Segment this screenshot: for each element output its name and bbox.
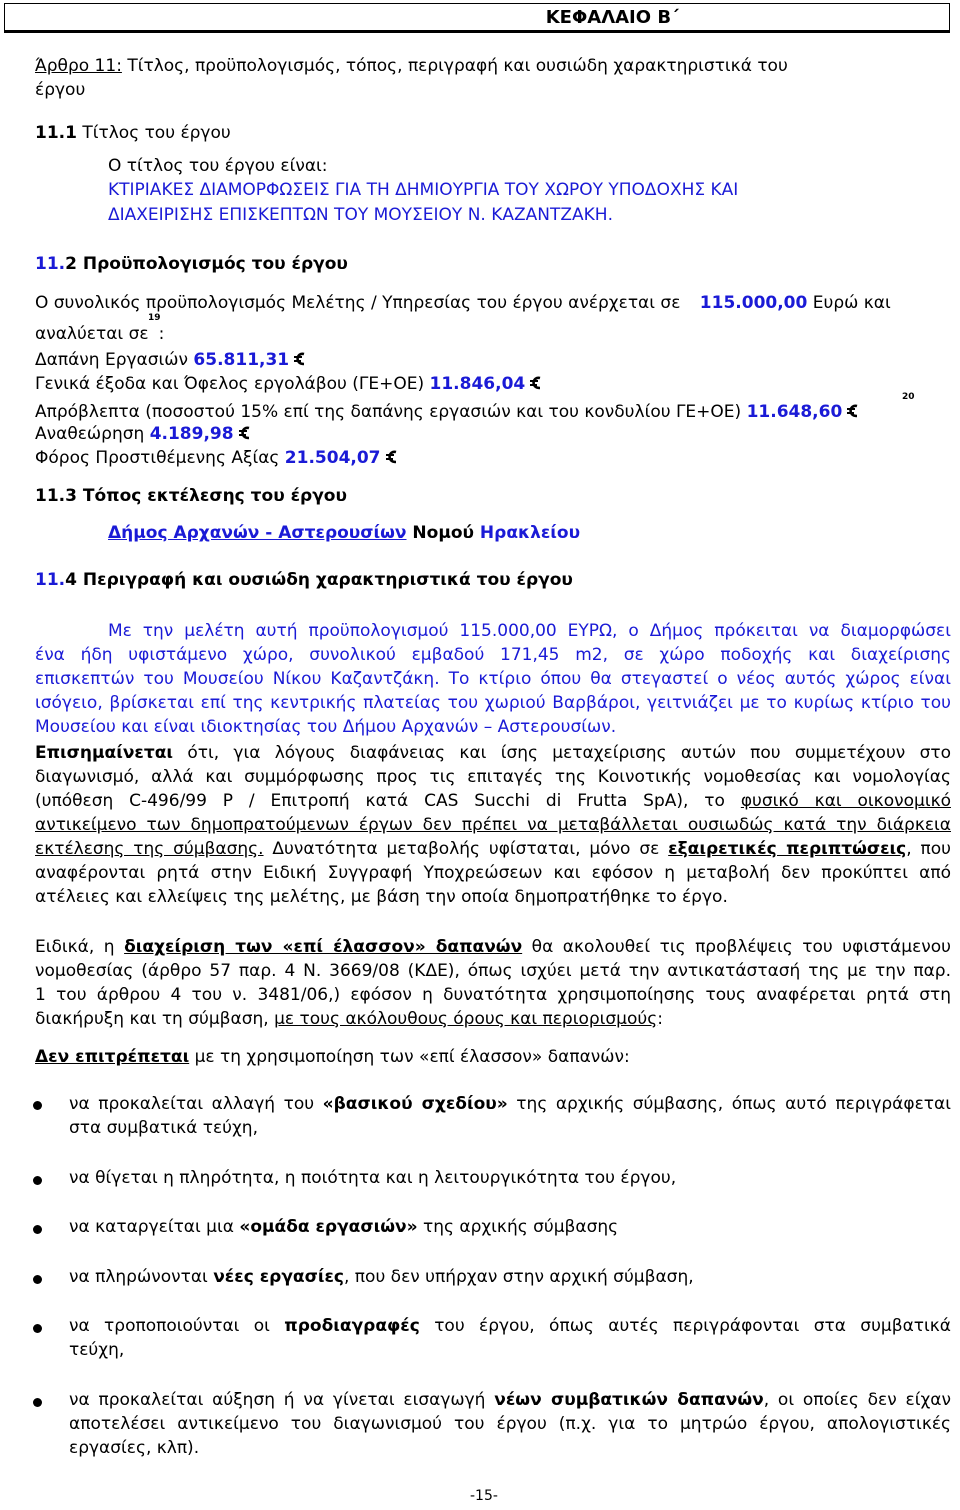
article-title-line1: Άρθρο 11: Τίτλος, προϋπολογισμός, τόπος, περιγραφή και ουσιώδη χαρακτηριστικά του	[35, 56, 788, 76]
bullet-dot	[33, 1101, 42, 1110]
budget-item-amount: 11.846,04	[429, 374, 526, 394]
bullet-1-line1: να προκαλείται αλλαγή του «βασικού σχεδίου» της αρχικής σύμβασης, όπως αυτό περιγράφεται	[69, 1094, 951, 1114]
description-p1-line5: Μουσείου και είναι ιδιοκτησίας του Δήμου Αρχανών – Αστερουσίων.	[35, 717, 617, 737]
bullet-6-line3: εργασίες, κλπ).	[69, 1438, 200, 1458]
bullet-3: να καταργείται μια «ομάδα εργασιών» της αρχικής σύμβασης	[69, 1217, 619, 1237]
euro-icon	[847, 404, 859, 418]
euro-icon	[239, 426, 251, 440]
description-p2-line7: ατέλειες και ελλείψεις της μελέτης, με βάση την οποία δημοπρατήθηκε το έργο.	[35, 887, 728, 907]
article-title-line2: έργου	[35, 80, 86, 100]
project-title-intro: Ο τίτλος του έργου είναι:	[108, 156, 328, 176]
budget-item-overhead: Γενικά έξοδα και Όφελος εργολάβου (ΓΕ+ΟΕ) 11.846,04	[35, 374, 542, 394]
bullet-dot	[33, 1176, 42, 1185]
euro-icon	[386, 450, 398, 464]
budget-item-amount: 65.811,31	[193, 350, 290, 370]
description-p1-line3: επισκεπτών του Μουσείου Νίκου Καζαντζάκη. Το κτίριο όπου θα στεγαστεί ο νέος αυτός χώρος είναι	[35, 669, 951, 689]
budget-item-revision: Αναθεώρηση 4.189,98	[35, 424, 251, 444]
description-p1-line2: ένα ήδη υφιστάμενο χώρο, συνολικού εμβαδού 171,45 m2, σε χώρο ποδοχής και διαχείρισης	[35, 645, 951, 665]
budget-line2: αναλύεται σε :	[35, 324, 165, 344]
description-p2-line6: αναφέρονται ρητά στην Ειδική Συγγραφή Υποχρεώσεων και εφόσον η μεταβολή δεν προκύπτει από	[35, 863, 951, 883]
description-p3-line3: 1 του άρθρου 4 του ν. 3481/06,) εφόσον η δυνατότητα χρησιμοποίησης τους αναφέρεται ρητά στη	[35, 985, 951, 1005]
euro-icon	[294, 352, 306, 366]
section-11-1-heading: 11.1 Τίτλος του έργου	[35, 123, 231, 143]
budget-item-amount: 4.189,98	[149, 424, 234, 444]
description-p3-line2: νομοθεσίας (άρθρο 57 παρ. 4 Ν. 3669/08 (ΚΔΕ), όπως ισχύει μετά την αντικατάστασή της με την παρ.	[35, 961, 951, 981]
budget-item-contingencies: Απρόβλεπτα (ποσοστού 15% επί της δαπάνης εργασιών και του κονδυλίου ΓΕ+ΟΕ) 11.648,60	[35, 402, 859, 422]
budget-item-amount: 21.504,07	[284, 448, 381, 468]
footnote-19: 19	[148, 313, 161, 323]
chapter-header	[4, 3, 950, 33]
budget-item-vat: Φόρος Προστιθέμενης Αξίας 21.504,07	[35, 448, 398, 468]
budget-total-amount: 115.000,00	[699, 293, 808, 313]
description-p2-line1: Επισημαίνεται ότι, για λόγους διαφάνειας και ίσης μεταχείρισης αυτών που συμμετέχουν στο	[35, 743, 951, 763]
bullet-1-line2: στα συμβατικά τεύχη,	[69, 1118, 258, 1138]
project-location: Δήμος Αρχανών - Αστερουσίων Νομού Ηρακλείου	[108, 523, 581, 543]
bullet-dot	[33, 1225, 42, 1234]
section-11-3-heading: 11.3 Τόπος εκτέλεσης του έργου	[35, 486, 347, 506]
bullet-dot	[33, 1398, 42, 1407]
euro-icon	[530, 376, 542, 390]
footnote-20: 20	[902, 392, 915, 402]
bullet-6-line2: αποτελέσει αντικείμενο του διαγωνισμού του έργου (π.χ. για το μητρώο έργου, απολογιστικές	[69, 1414, 951, 1434]
bullet-2: να θίγεται η πληρότητα, η ποιότητα και η λειτουργικότητα του έργου,	[69, 1168, 677, 1188]
bullet-4: να πληρώνονται νέες εργασίες, που δεν υπήρχαν στην αρχική σύμβαση,	[69, 1267, 694, 1287]
project-title-line1: ΚΤΙΡΙΑΚΕΣ ΔΙΑΜΟΡΦΩΣΕΙΣ ΓΙΑ ΤΗ ΔΗΜΙΟΥΡΓΙΑ ΤΟΥ ΧΩΡΟΥ ΥΠΟΔΟΧΗΣ ΚΑΙ	[108, 180, 739, 200]
description-p2-line3: (υπόθεση C-496/99 P / Επιτροπή κατά CAS Succhi di Frutta SpA), το φυσικό και οικονομικό	[35, 791, 951, 811]
budget-item-amount: 11.648,60	[746, 402, 843, 422]
section-11-2-heading: 11.2 Προϋπολογισμός του έργου	[35, 254, 348, 274]
chapter-title: ΚΕΦΑΛΑΙΟ Β΄	[545, 7, 679, 28]
description-p3-line1: Ειδικά, η διαχείριση των «επί έλασσον» δαπανών θα ακολουθεί τις προβλέψεις του υφιστάμενου	[35, 937, 951, 957]
description-p2-line5: εκτέλεσης της σύμβασης. Δυνατότητα μεταβολής υφίσταται, μόνο σε εξαιρετικές περιπτώσεις, που	[35, 839, 951, 859]
bullet-5-line2: τεύχη,	[69, 1340, 125, 1360]
description-p3-line4: διακήρυξη και τη σύμβαση, με τους ακόλουθους όρους και περιορισμούς:	[35, 1009, 663, 1029]
description-p1-line1: Με την μελέτη αυτή προϋπολογισμού 115.000,00 ΕΥΡΩ, ο Δήμος πρόκειται να διαμορφώσει	[108, 621, 951, 641]
description-p2-line4: αντικείμενο των δημοπρατούμενων έργων δεν πρέπει να μεταβάλλεται ουσιωδώς κατά την διάρκεια	[35, 815, 951, 835]
budget-line1: Ο συνολικός προϋπολογισμός Μελέτης / Υπηρεσίας του έργου ανέρχεται σε 115.000,00 Ευρώ και	[35, 293, 891, 313]
bullet-5-line1: να τροποποιούνται οι προδιαγραφές του έργου, όπως αυτές περιγράφονται στα συμβατικά	[69, 1316, 951, 1336]
project-title-line2: ΔΙΑΧΕΙΡΙΣΗΣ ΕΠΙΣΚΕΠΤΩΝ ΤΟΥ ΜΟΥΣΕΙΟΥ Ν. ΚΑΖΑΝΤΖΑΚΗ.	[108, 205, 613, 225]
article-label: Άρθρο 11:	[35, 56, 122, 76]
description-p2-line2: διαγωνισμό, αλλά και συμμόρφωσης προς τις επιταγές της Κοινοτικής νομοθεσίας και νομολογίας	[35, 767, 951, 787]
bullet-dot	[33, 1324, 42, 1333]
section-11-4-heading: 11.4 Περιγραφή και ουσιώδη χαρακτηριστικά του έργου	[35, 570, 573, 590]
description-p1-line4: ισόγειο, βρίσκεται επί της κεντρικής πλατείας του χωριού Βαρβάροι, γειτνιάζει με το κυρίως κτίριο του	[35, 693, 951, 713]
bullet-dot	[33, 1275, 42, 1284]
budget-item-works: Δαπάνη Εργασιών 65.811,31	[35, 350, 306, 370]
page-number: -15-	[470, 1488, 498, 1504]
bullet-6-line1: να προκαλείται αύξηση ή να γίνεται εισαγωγή νέων συμβατικών δαπανών, οι οποίες δεν είχαν	[69, 1390, 952, 1410]
restrictions-intro: Δεν επιτρέπεται με τη χρησιμοποίηση των «επί έλασσον» δαπανών:	[35, 1047, 630, 1067]
